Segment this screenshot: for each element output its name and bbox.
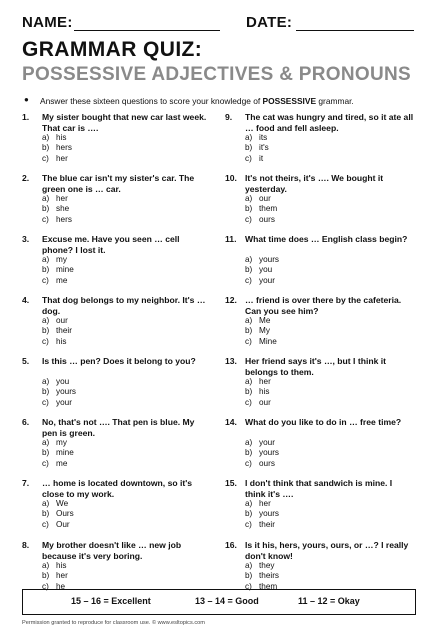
option-word: its bbox=[259, 133, 268, 142]
option-word: hers bbox=[56, 143, 72, 153]
option-letter: c) bbox=[42, 519, 49, 529]
option-letter: b) bbox=[245, 143, 253, 153]
option-letter: a) bbox=[42, 438, 50, 447]
answer-option[interactable] bbox=[42, 459, 202, 469]
option-word: their bbox=[56, 326, 72, 336]
answer-option[interactable] bbox=[245, 276, 405, 286]
option-letter: b) bbox=[245, 204, 253, 214]
option-letter: a) bbox=[42, 133, 50, 142]
option-word: yours bbox=[56, 387, 77, 397]
option-letter: b) bbox=[245, 326, 253, 336]
option-word: me bbox=[56, 458, 68, 468]
score-legend bbox=[22, 589, 416, 615]
question-text: The blue car isn't my sister's car. The green one is … car. bbox=[42, 173, 195, 194]
question-text: … friend is over there by the cafeteria. Can you see him? bbox=[245, 295, 402, 316]
option-letter: b) bbox=[42, 509, 50, 519]
option-letter: b) bbox=[42, 204, 50, 214]
option-word: you bbox=[259, 265, 273, 275]
option-letter: b) bbox=[42, 265, 50, 275]
question-text: It's not theirs, it's …. We bought it yesterday. bbox=[245, 173, 384, 194]
question-number: 2. bbox=[22, 173, 30, 183]
option-word: We bbox=[56, 499, 69, 508]
option-letter: b) bbox=[245, 265, 253, 275]
question-number: 14. bbox=[225, 417, 237, 427]
question-text: My sister bought that new car last week. That car is …. bbox=[42, 112, 207, 133]
option-word: mine bbox=[56, 265, 74, 275]
option-letter: c) bbox=[245, 275, 252, 285]
answer-option[interactable] bbox=[42, 337, 202, 347]
question-text: My brother doesn't like … new job because it's very boring. bbox=[42, 540, 182, 561]
answer-option[interactable] bbox=[245, 337, 405, 347]
option-word: her bbox=[56, 194, 68, 203]
score-excellent: 15 – 16 = Excellent bbox=[71, 596, 151, 606]
option-letter: b) bbox=[42, 571, 50, 581]
option-letter: c) bbox=[245, 581, 252, 591]
question-text: That dog belongs to my neighbor. It's … dog. bbox=[42, 295, 206, 316]
answer-option[interactable] bbox=[245, 326, 405, 336]
option-letter: a) bbox=[245, 561, 253, 570]
option-letter: b) bbox=[245, 448, 253, 458]
option-letter: c) bbox=[42, 275, 49, 285]
option-word: yours bbox=[259, 448, 280, 458]
option-letter: b) bbox=[245, 571, 253, 581]
option-letter: a) bbox=[42, 561, 50, 570]
answer-option[interactable] bbox=[245, 265, 405, 275]
answer-option[interactable] bbox=[245, 215, 405, 225]
option-word: them bbox=[259, 204, 278, 214]
score-okay: 11 – 12 = Okay bbox=[298, 596, 360, 606]
answer-option[interactable] bbox=[42, 448, 202, 458]
answer-option[interactable] bbox=[245, 255, 405, 265]
score-good: 13 – 14 = Good bbox=[195, 596, 259, 606]
answer-option[interactable] bbox=[245, 448, 405, 458]
option-word: theirs bbox=[259, 571, 280, 581]
option-word: her bbox=[259, 499, 271, 508]
answer-option[interactable] bbox=[245, 459, 405, 469]
answer-option[interactable] bbox=[42, 377, 202, 387]
option-letter: c) bbox=[245, 214, 252, 224]
option-letter: c) bbox=[42, 458, 49, 468]
option-letter: a) bbox=[245, 499, 253, 508]
question-number: 6. bbox=[22, 417, 30, 427]
question-number: 1. bbox=[22, 112, 30, 122]
answer-option[interactable] bbox=[42, 326, 202, 336]
option-word: Mine bbox=[259, 336, 277, 346]
option-word: it's bbox=[259, 143, 269, 153]
option-word: ours bbox=[259, 214, 275, 224]
question-number: 11. bbox=[225, 234, 237, 244]
answer-option[interactable] bbox=[42, 387, 202, 397]
answer-option[interactable] bbox=[42, 520, 202, 530]
answer-option[interactable] bbox=[245, 561, 405, 571]
question-number: 5. bbox=[22, 356, 30, 366]
answer-options bbox=[42, 316, 202, 347]
name-blank-line bbox=[74, 30, 220, 31]
option-letter: c) bbox=[42, 153, 49, 163]
instructions-text: Answer these sixteen questions to score your knowledge of POSSESSIVE grammar. bbox=[40, 96, 354, 106]
option-word: them bbox=[259, 581, 278, 591]
option-word: it bbox=[259, 153, 264, 163]
question-number: 3. bbox=[22, 234, 30, 244]
option-word: my bbox=[56, 255, 67, 264]
option-word: me bbox=[56, 275, 68, 285]
option-word: ours bbox=[259, 458, 275, 468]
option-letter: a) bbox=[42, 316, 50, 325]
option-word: My bbox=[259, 326, 270, 336]
option-word: her bbox=[56, 571, 68, 581]
question-number: 7. bbox=[22, 478, 30, 488]
answer-options bbox=[42, 255, 202, 286]
option-letter: a) bbox=[42, 499, 50, 508]
option-letter: c) bbox=[245, 153, 252, 163]
option-letter: a) bbox=[245, 438, 253, 447]
answer-option[interactable] bbox=[245, 387, 405, 397]
answer-option[interactable] bbox=[42, 215, 202, 225]
answer-options bbox=[245, 255, 405, 286]
option-letter: a) bbox=[42, 255, 50, 264]
option-word: your bbox=[259, 275, 275, 285]
answer-option[interactable] bbox=[245, 438, 405, 448]
question-text: The cat was hungry and tired, so it ate all … food and fell asleep. bbox=[245, 112, 414, 133]
answer-option[interactable] bbox=[245, 154, 405, 164]
option-word: yours bbox=[259, 255, 280, 264]
option-word: his bbox=[56, 561, 67, 570]
option-letter: a) bbox=[245, 316, 253, 325]
option-word: they bbox=[259, 561, 275, 570]
option-letter: a) bbox=[42, 194, 50, 203]
answer-option[interactable] bbox=[245, 194, 405, 204]
answer-options bbox=[42, 438, 202, 469]
answer-option[interactable] bbox=[42, 316, 202, 326]
option-letter: b) bbox=[42, 387, 50, 397]
answer-option[interactable] bbox=[42, 499, 202, 509]
answer-option[interactable] bbox=[42, 509, 202, 519]
answer-option[interactable] bbox=[245, 316, 405, 326]
option-letter: a) bbox=[245, 255, 253, 264]
option-letter: c) bbox=[245, 458, 252, 468]
option-letter: a) bbox=[245, 194, 253, 203]
answer-options bbox=[42, 499, 202, 530]
option-word: you bbox=[56, 377, 70, 386]
option-word: her bbox=[259, 377, 271, 386]
header-row bbox=[22, 14, 422, 34]
bullet-icon: ● bbox=[24, 95, 29, 104]
option-word: your bbox=[56, 397, 72, 407]
answer-option[interactable] bbox=[245, 499, 405, 509]
option-letter: a) bbox=[245, 133, 253, 142]
option-letter: c) bbox=[42, 214, 49, 224]
answer-options bbox=[245, 499, 405, 530]
answer-option[interactable] bbox=[42, 154, 202, 164]
option-letter: b) bbox=[245, 387, 253, 397]
answer-option[interactable] bbox=[245, 398, 405, 408]
option-letter: c) bbox=[42, 336, 49, 346]
answer-options bbox=[42, 194, 202, 225]
question-number: 13. bbox=[225, 356, 237, 366]
option-word: his bbox=[56, 133, 67, 142]
option-letter: c) bbox=[42, 397, 49, 407]
question-text: … home is located downtown, so it's close to my work. bbox=[42, 478, 193, 499]
option-word: your bbox=[259, 438, 275, 447]
question-number: 10. bbox=[225, 173, 237, 183]
option-word: mine bbox=[56, 448, 74, 458]
question-text: What time does … English class begin? bbox=[245, 234, 408, 244]
option-word: Our bbox=[56, 519, 70, 529]
question-text: No, that's not …. That pen is blue. My pen is green. bbox=[42, 417, 195, 438]
option-letter: a) bbox=[245, 377, 253, 386]
answer-options bbox=[42, 561, 202, 592]
option-letter: a) bbox=[42, 377, 50, 386]
option-word: my bbox=[56, 438, 67, 447]
option-word: hers bbox=[56, 214, 72, 224]
option-word: their bbox=[259, 519, 275, 529]
option-letter: c) bbox=[245, 519, 252, 529]
option-letter: b) bbox=[42, 326, 50, 336]
question-text: Her friend says it's …, but I think it belongs to them. bbox=[245, 356, 386, 377]
question-number: 4. bbox=[22, 295, 30, 305]
option-letter: c) bbox=[245, 336, 252, 346]
option-word: our bbox=[259, 397, 271, 407]
option-word: she bbox=[56, 204, 70, 214]
quiz-subtitle: POSSESSIVE ADJECTIVES & PRONOUNS bbox=[22, 64, 411, 85]
copyright-footer: Permission granted to reproduce for classroom use. © www.esltopics.com bbox=[22, 620, 205, 626]
option-letter: b) bbox=[42, 448, 50, 458]
question-number: 12. bbox=[225, 295, 237, 305]
name-label: NAME: bbox=[22, 14, 73, 31]
answer-option[interactable] bbox=[245, 143, 405, 153]
answer-option[interactable] bbox=[245, 377, 405, 387]
answer-option[interactable] bbox=[245, 520, 405, 530]
option-word: yours bbox=[259, 509, 280, 519]
question-number: 9. bbox=[225, 112, 233, 122]
question-number: 16. bbox=[225, 540, 237, 550]
answer-options bbox=[245, 561, 405, 592]
answer-options bbox=[245, 377, 405, 408]
answer-options bbox=[245, 194, 405, 225]
question-text: Is this … pen? Does it belong to you? bbox=[42, 356, 196, 366]
date-label: DATE: bbox=[246, 14, 293, 31]
answer-options bbox=[245, 316, 405, 347]
answer-option[interactable] bbox=[245, 204, 405, 214]
answer-option[interactable] bbox=[42, 438, 202, 448]
option-letter: b) bbox=[42, 143, 50, 153]
quiz-title: GRAMMAR QUIZ: bbox=[22, 38, 203, 61]
option-word: his bbox=[259, 387, 270, 397]
answer-option[interactable] bbox=[245, 133, 405, 143]
answer-option[interactable] bbox=[42, 255, 202, 265]
date-blank-line bbox=[296, 30, 414, 31]
option-word: he bbox=[56, 581, 66, 591]
option-letter: b) bbox=[245, 509, 253, 519]
answer-option[interactable] bbox=[42, 204, 202, 214]
answer-option[interactable] bbox=[42, 133, 202, 143]
answer-option[interactable] bbox=[42, 265, 202, 275]
option-letter: c) bbox=[245, 397, 252, 407]
answer-option[interactable] bbox=[42, 571, 202, 581]
answer-option[interactable] bbox=[245, 509, 405, 519]
question-text: Excuse me. Have you seen … cell phone? I lost it. bbox=[42, 234, 180, 255]
answer-option[interactable] bbox=[42, 194, 202, 204]
option-letter: c) bbox=[42, 581, 49, 591]
question-number: 15. bbox=[225, 478, 237, 488]
answer-options bbox=[245, 133, 405, 164]
question-text: What do you like to do in … free time? bbox=[245, 417, 402, 427]
answer-options bbox=[42, 377, 202, 408]
answer-options bbox=[245, 438, 405, 469]
option-word: Me bbox=[259, 316, 271, 325]
option-word: our bbox=[259, 194, 271, 203]
answer-option[interactable] bbox=[42, 143, 202, 153]
answer-option[interactable] bbox=[42, 561, 202, 571]
option-word: Ours bbox=[56, 509, 74, 519]
option-word: his bbox=[56, 336, 67, 346]
question-number: 8. bbox=[22, 540, 30, 550]
answer-option[interactable] bbox=[42, 276, 202, 286]
question-text: Is it his, hers, yours, ours, or …? I really don't know! bbox=[245, 540, 409, 561]
option-word: our bbox=[56, 316, 68, 325]
answer-options bbox=[42, 133, 202, 164]
answer-option[interactable] bbox=[42, 398, 202, 408]
option-word: her bbox=[56, 153, 68, 163]
question-text: I don't think that sandwich is mine. I think it's …. bbox=[245, 478, 393, 499]
answer-option[interactable] bbox=[245, 571, 405, 581]
